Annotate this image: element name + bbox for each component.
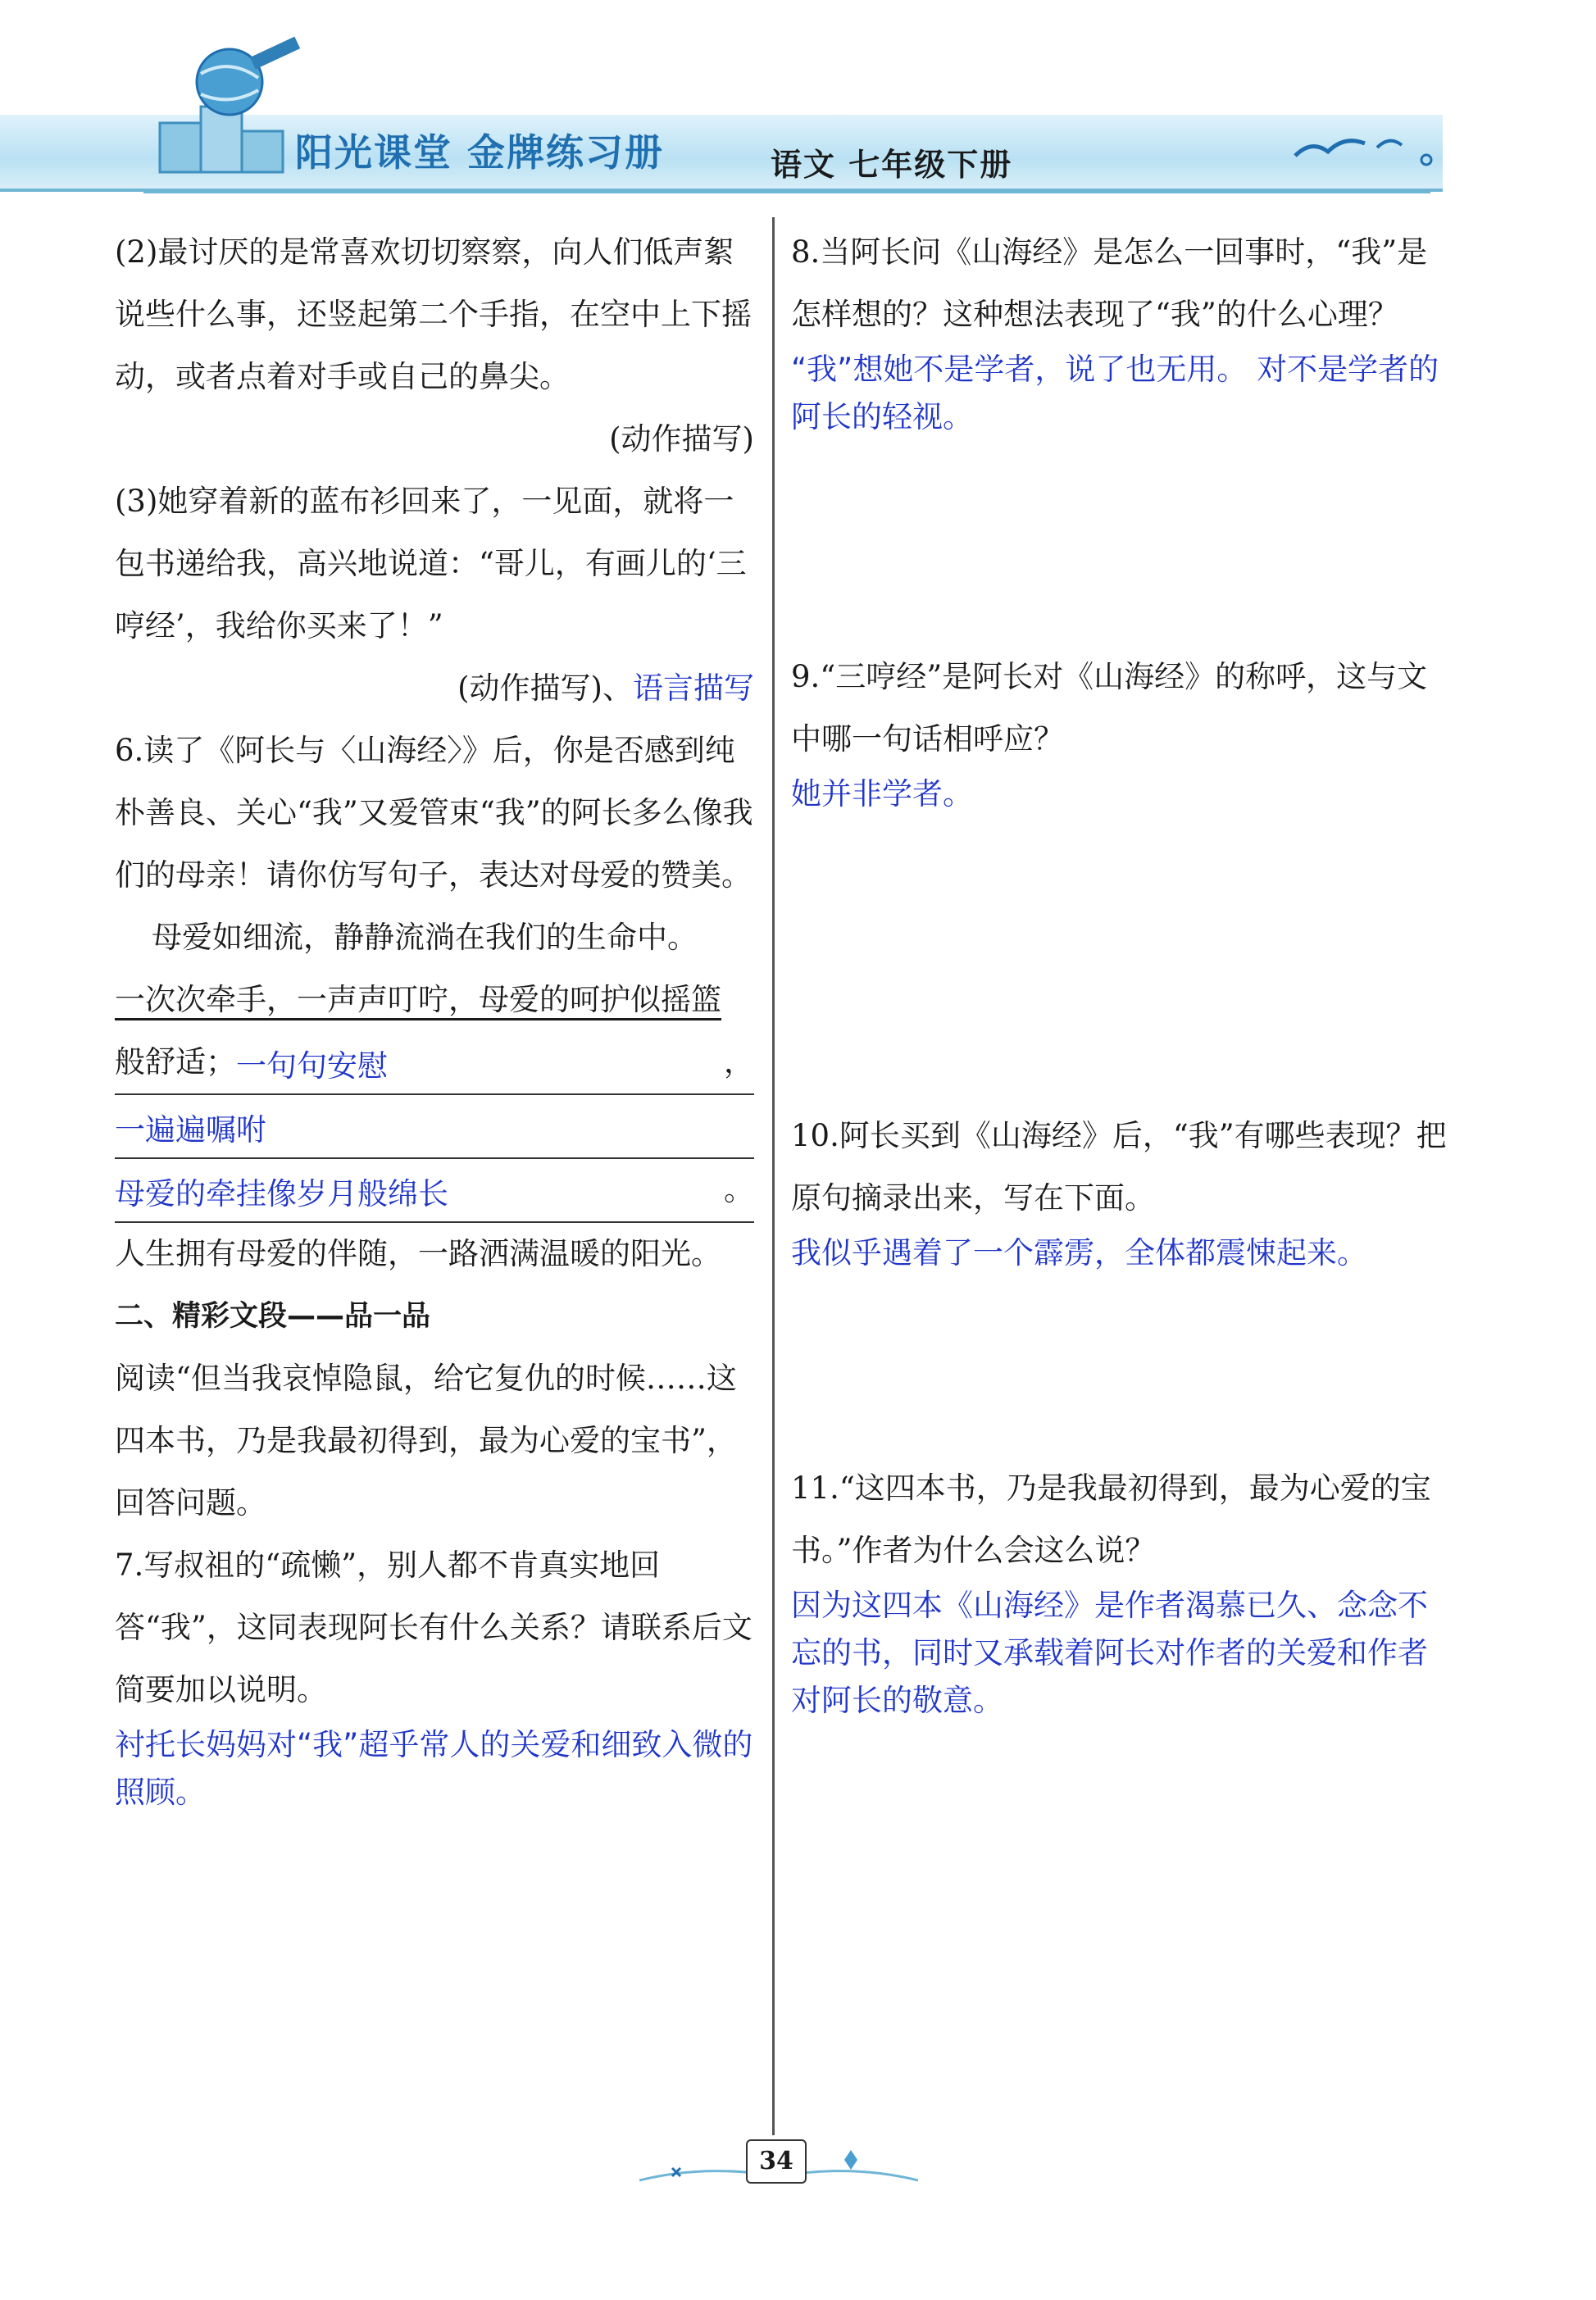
page-footer: [0, 2123, 1596, 2221]
q6-blank-3[interactable]: [115, 1159, 754, 1223]
q6-blank-1-prefix: 般舒适；: [115, 1044, 236, 1080]
page-number: 34: [746, 2139, 807, 2184]
question-6: 6.读了《阿长与〈山海经〉》后，你是否感到纯朴善良、关心“我”又爱管束“我”的阿长多么像我们的母亲！请你仿写句子，表达对母爱的赞美。: [115, 733, 753, 893]
q7-answer: 衬托长妈妈对“我”超乎常人的关爱和细致入微的照顾。: [115, 1727, 753, 1810]
left-column: [115, 221, 754, 1816]
q6-blank-1[interactable]: [115, 1031, 754, 1095]
q5-item-3-answer-row: [115, 657, 754, 720]
q11-answer: 因为这四本《山海经》是作者渴慕已久、念念不忘的书，同时又承载着阿长对作者的关爱和作者对阿长的敬意。: [791, 1588, 1428, 1718]
q6-blank-1-answer: 一句句安慰: [236, 1048, 388, 1084]
right-column: [791, 221, 1455, 1725]
q6-blank-3-end: 。: [724, 1172, 754, 1207]
page-header: [0, 0, 1596, 213]
q6-blank-2-answer: 一遍遍嘱咐: [115, 1112, 266, 1148]
q10-answer: 我似乎遇着了一个霹雳，全体都震悚起来。: [791, 1235, 1367, 1270]
series-title: 阳光课堂 金牌练习册: [295, 130, 665, 175]
q6-example-2: 一次次牵手，一声声叮咛，母爱的呵护似摇篮: [115, 982, 721, 1017]
subject-title: 语文 七年级下册: [771, 147, 1013, 183]
q5-item-3-answer-b: 语言描写: [633, 670, 754, 706]
q5-item-3: (3)她穿着新的蓝布衫回来了，一见面，就将一包书递给我，高兴地说道：“哥儿，有画儿的‘三哼经’，我给你买来了！”: [115, 484, 747, 643]
question-9: 9.“三哼经”是阿长对《山海经》的称呼，这与文中哪一句话相呼应？: [791, 659, 1428, 757]
question-10: 10.阿长买到《山海经》后，“我”有哪些表现？把原句摘录出来，写在下面。: [791, 1118, 1447, 1216]
section-2-intro: 阅读“但当我哀悼隐鼠，给它复仇的时候……这四本书，乃是我最初得到，最为心爱的宝书”，回答问题。: [115, 1361, 737, 1520]
question-7: 7.写叔祖的“疏懒”，别人都不肯真实地回答“我”，这同表现阿长有什么关系？请联系后文简要加以说明。: [115, 1548, 753, 1707]
spacer: [791, 818, 1455, 1105]
q6-blank-2[interactable]: [115, 1095, 754, 1159]
spacer: [791, 441, 1455, 646]
spacer: [791, 1277, 1455, 1457]
q5-item-2-answer: (动作描写): [609, 421, 754, 457]
q6-example-1: 母爱如细流，静静流淌在我们的生命中。: [152, 920, 698, 955]
q6-closing: 人生拥有母爱的伴随，一路洒满温暖的阳光。: [115, 1236, 721, 1271]
q6-blank-1-end: ，: [724, 1044, 754, 1080]
q9-answer: 她并非学者。: [791, 776, 973, 811]
question-8: 8.当阿长问《山海经》是怎么一回事时，“我”是怎样想的？这种想法表现了“我”的什么心理？: [791, 234, 1428, 332]
header-rule: [143, 190, 1430, 193]
globe-telescope-icon: [152, 25, 307, 180]
q8-answer: “我”想她不是学者，说了也无用。 对不是学者的阿长的轻视。: [791, 352, 1439, 434]
q6-blank-3-answer: 母爱的牵挂像岁月般绵长: [115, 1176, 448, 1211]
column-divider: [772, 217, 775, 2135]
question-11: 11.“这四本书，乃是我最初得到，最为心爱的宝书。”作者为什么会这么说？: [791, 1470, 1431, 1568]
q5-item-2: (2)最讨厌的是常喜欢切切察察，向人们低声絮说些什么事，还竖起第二个手指，在空中上下摇动，或者点着对手或自己的鼻尖。: [115, 234, 752, 394]
q5-item-3-sep: 、: [602, 670, 633, 706]
section-2-title: 二、精彩文段——品一品: [115, 1300, 431, 1333]
birds-icon: [1287, 111, 1443, 176]
q5-item-3-answer-a: (动作描写): [457, 670, 602, 706]
